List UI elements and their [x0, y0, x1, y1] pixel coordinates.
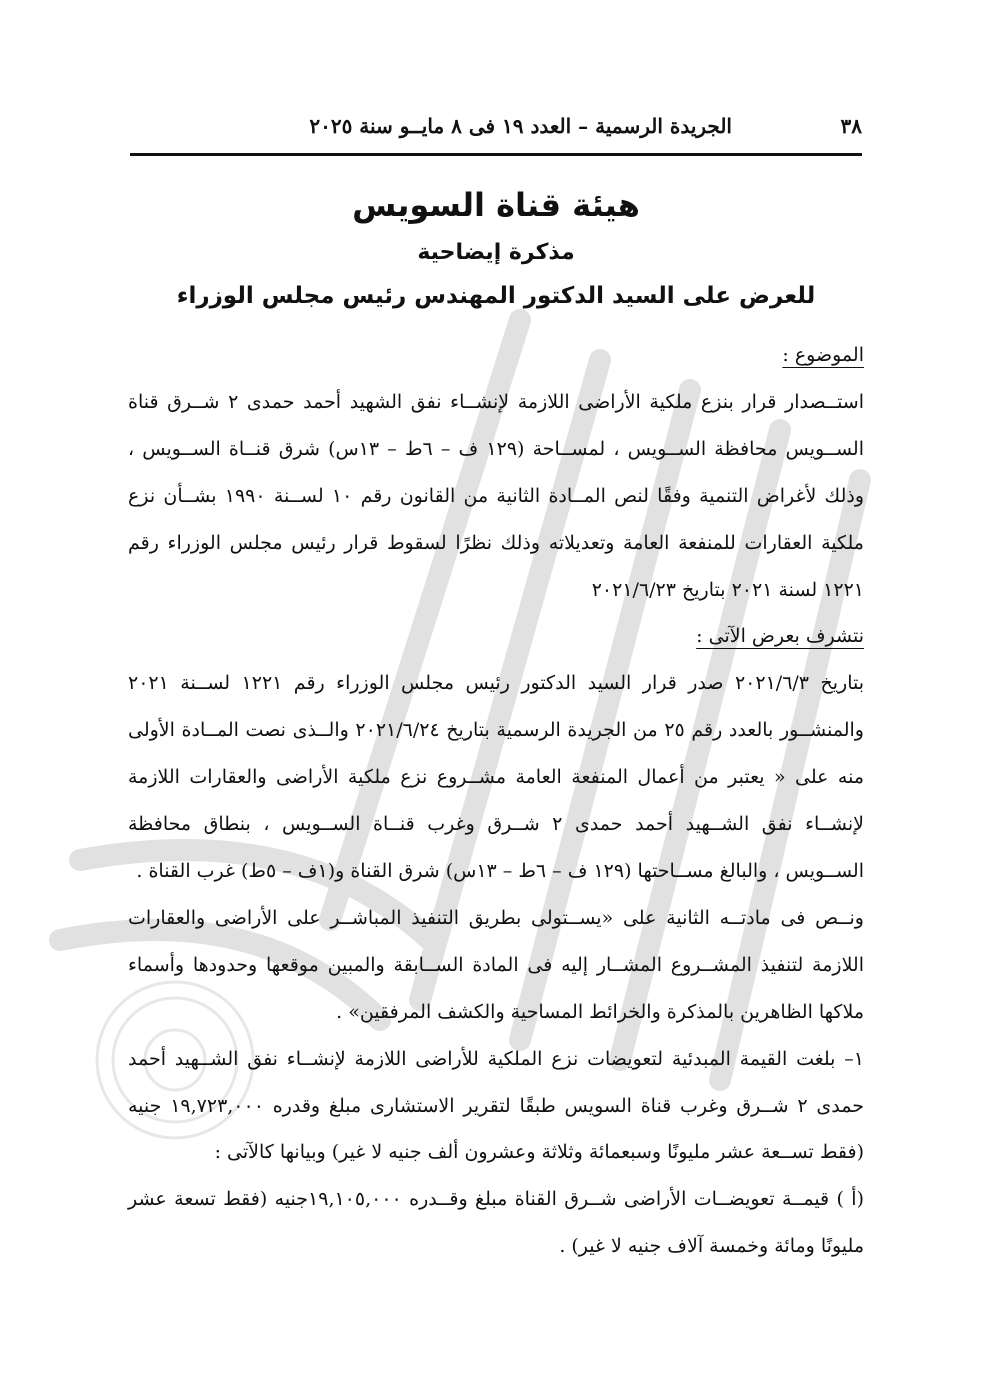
- addressee-line: للعرض على السيد الدكتور المهندس رئيس مجلس الوزراء: [176, 283, 816, 309]
- document-subtitle: مذكرة إيضاحية: [417, 240, 575, 265]
- page-number: ٣٨: [840, 114, 862, 138]
- honor-heading: نتشرف بعرض الآتى :: [696, 625, 864, 648]
- subject-heading: الموضوع :: [782, 344, 864, 366]
- subject-paragraph: استــصدار قرار بنزع ملكية الأراضى اللازمة لإنشــاء نفق الشهيد أحمد حمدى ٢ شــرق قناة الســويس محافظة الســويس ، لمســاحة (١٢٩ ف – ٦ط – ١٣س) شرق قنــاة الســويس ، وذلك لأغراض التنمية وفقًا لنص المــادة الثانية من القانون رقم ١٠ لســنة ١٩٩٠ بشــأن نزع ملكية العقارات للمنفعة العامة وتعديلاته وذلك نظرًا لسقوط قرار رئيس مجلس الوزراء رقم ١٢٢١ لسنة ٢٠٢١ بتاريخ ٢٠٢١/٦/٢٣: [128, 390, 865, 601]
- body-paragraph: ١– بلغت القيمة المبدئية لتعويضات نزع الملكية للأراضى اللازمة لإنشــاء نفق الشــهيد أحمد حمدى ٢ شــرق وغرب قناة السويس طبقًا لتقرير الاستشارى مبلغ وقدره ١٩,٧٢٣,٠٠٠ جنيه (فقط تســعة عشر مليونًا وسبعمائة وثلاثة وعشرون ألف جنيه لا غير) وبيانها كالآتى :: [128, 1047, 864, 1164]
- document-body: [128, 332, 864, 1270]
- body-paragraph: (أ ) قيمــة تعويضــات الأراضى شــرق القناة مبلغ وقــدره ١٩,١٠٥,٠٠٠جنيه (فقط تسعة عشر مليونًا ومائة وخمسة آلاف جنيه لا غير) .: [128, 1188, 864, 1258]
- body-paragraph: ونــص فى مادتــه الثانية على «يســتولى بطريق التنفيذ المباشــر على الأراضى والعقارات اللازمة لتنفيذ المشــروع المشــار إليه فى المادة الســابقة والمبين موقعها وحدودها وأسماء ملاكها الظاهرين بالمذكرة والخرائط المساحية والكشف المرفقين» .: [128, 906, 864, 1023]
- gazette-issue-line: الجريدة الرسمية – العدد ١٩ فى ٨ مايــو سنة ٢٠٢٥: [309, 114, 732, 138]
- body-paragraph: بتاريخ ٢٠٢١/٦/٣ صدر قرار السيد الدكتور رئيس مجلس الوزراء رقم ١٢٢١ لســنة ٢٠٢١ والمنشــور بالعدد رقم ٢٥ من الجريدة الرسمية بتاريخ ٢٠٢١/٦/٢٤ والــذى نصت المــادة الأولى منه على « يعتبر من أعمال المنفعة العامة مشــروع نزع ملكية الأراضى والعقارات اللازمة لإنشــاء نفق الشــهيد أحمد حمدى ٢ شــرق وغرب قنــاة الســويس ، بنطاق محافظة الســويس ، والبالغ مســاحتها (١٢٩ ف – ٦ط – ١٣س) شرق القناة و(١ف – ٥ط) غرب القناة .: [128, 672, 865, 882]
- page-header: [130, 112, 862, 148]
- document-title: هيئة قناة السويس: [352, 186, 640, 224]
- header-rule: [130, 153, 862, 156]
